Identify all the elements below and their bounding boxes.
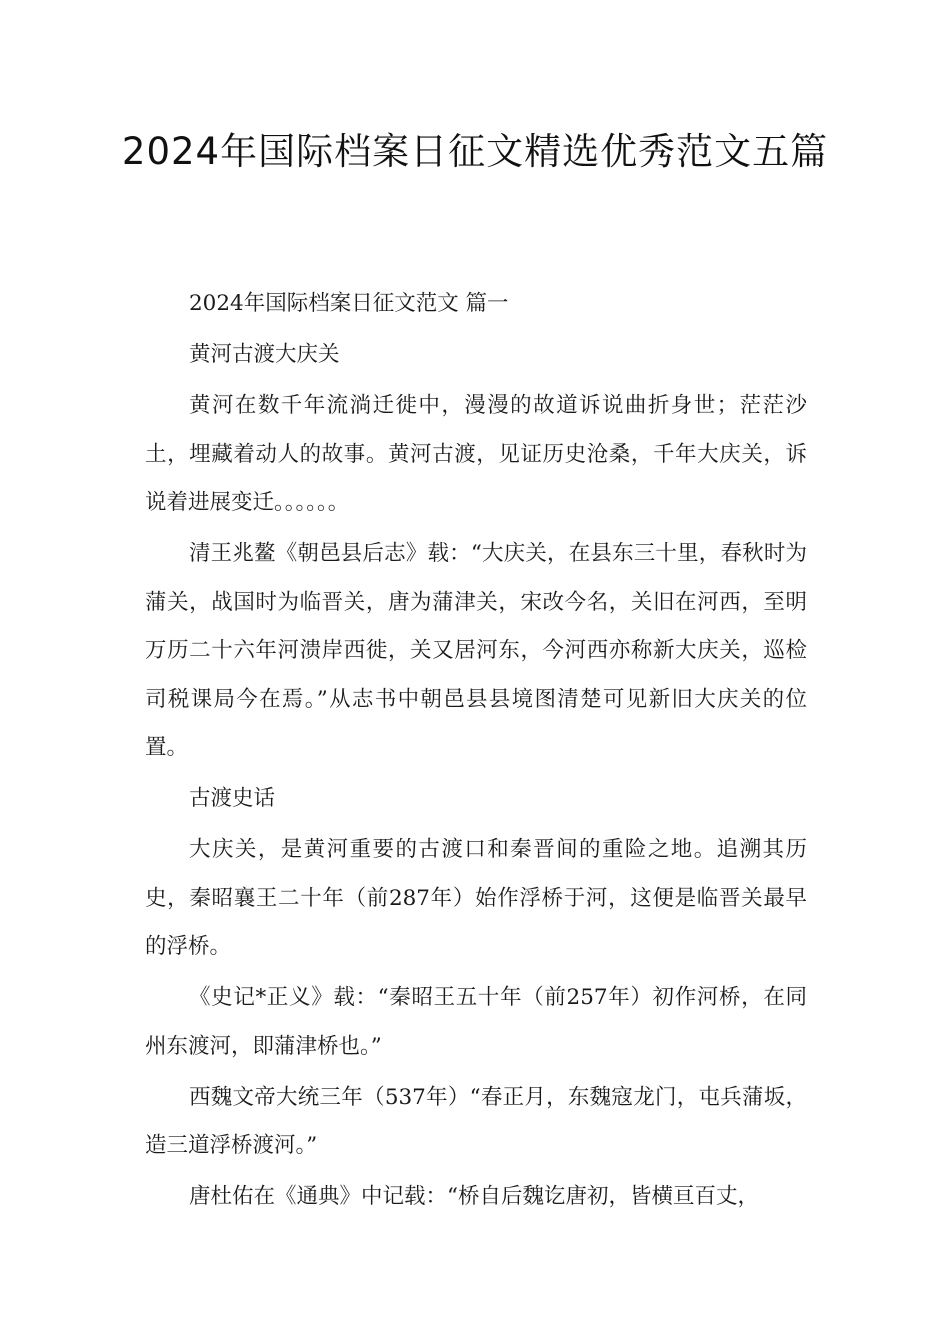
paragraph: 西魏文帝大统三年（537年）“春正月，东魏寇龙门，屯兵蒲坂，造三道浮桥渡河。” xyxy=(145,1084,807,1158)
document-body xyxy=(145,280,807,1224)
paragraph: 清王兆鳌《朝邑县后志》载：“大庆关，在县东三十里，春秋时为蒲关，战国时为临晋关，唐为蒲津关，宋改今名，关旧在河西，至明万历二十六年河溃岸西徙，关又居河东，今河西亦称新大庆关，巡检司税课局今在焉。”从志书中朝邑县县境图清楚可见新旧大庆关的位置。 xyxy=(145,541,807,760)
paragraph: 《史记*正义》载：“秦昭王五十年（前257年）初作河桥，在同州东渡河，即蒲津桥也。” xyxy=(145,985,807,1059)
document-title: 2024年国际档案日征文精选优秀范文五篇 xyxy=(121,130,829,173)
paragraph: 唐杜佑在《通典》中记载：“桥自后魏讫唐初，皆横亘百丈， xyxy=(189,1184,759,1209)
subheading: 古渡史话 xyxy=(189,786,276,811)
paragraph: 大庆关，是黄河重要的古渡口和秦晋间的重险之地。追溯其历史，秦昭襄王二十年（前287年）始作浮桥于河，这便是临晋关最早的浮桥。 xyxy=(145,837,807,959)
article-title: 黄河古渡大庆关 xyxy=(189,342,340,367)
section-heading: 2024年国际档案日征文范文 篇一 xyxy=(189,291,509,316)
paragraph: 黄河在数千年流淌迁徙中，漫漫的故道诉说曲折身世；茫茫沙土，埋藏着动人的故事。黄河古渡，见证历史沧桑，千年大庆关，诉说着进展变迁。。。。。。 xyxy=(145,393,807,515)
